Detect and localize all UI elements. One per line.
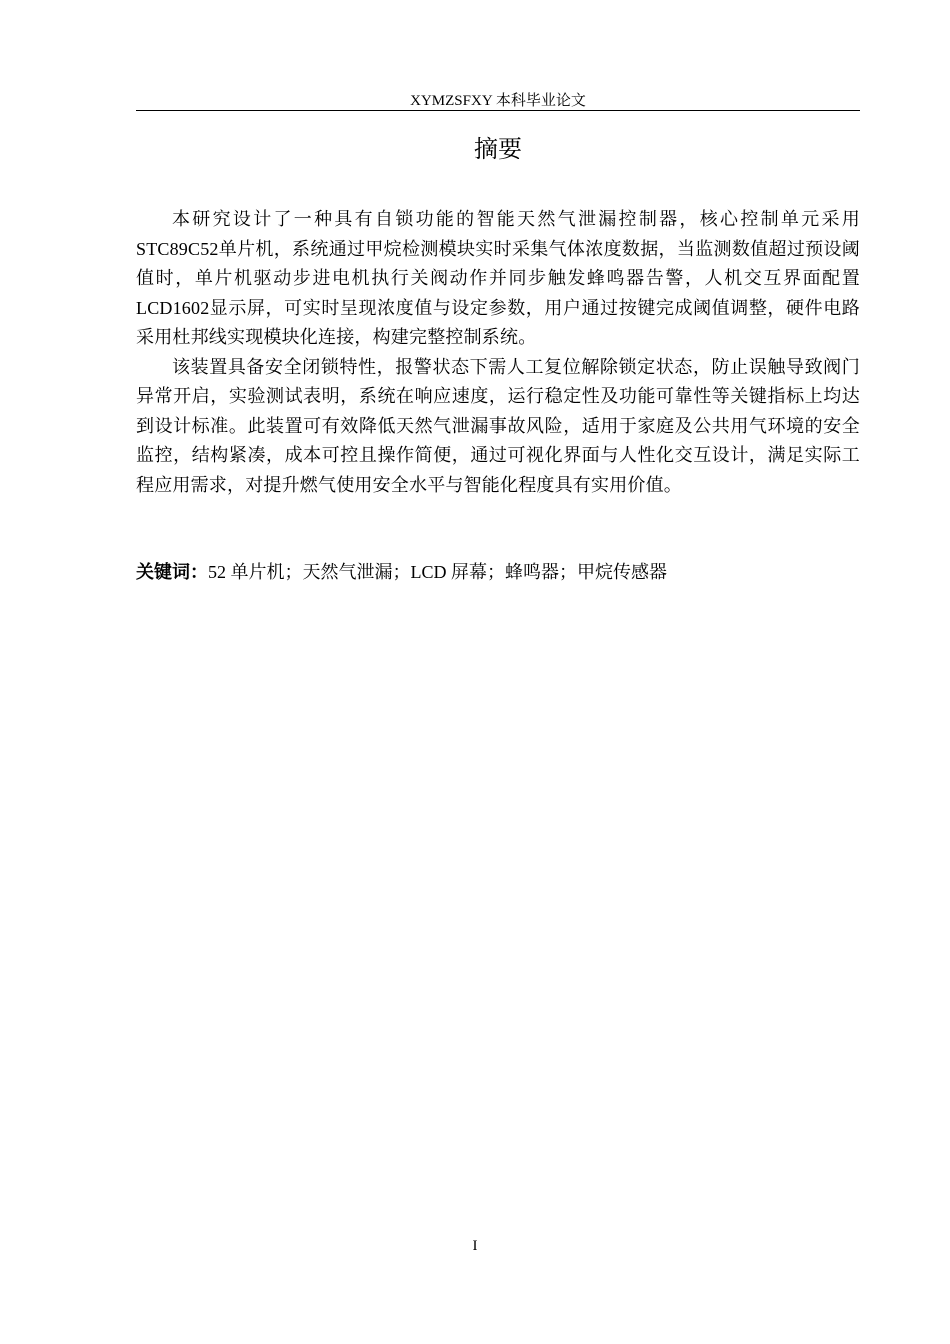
header-divider (136, 110, 860, 111)
abstract-body (136, 205, 860, 500)
keywords-label: 关键词： (136, 562, 208, 582)
page-number: I (472, 1238, 478, 1254)
keywords-text: 52 单片机；天然气泄漏；LCD 屏幕；蜂鸣器；甲烷传感器 (208, 562, 667, 582)
abstract-paragraph-1: 本研究设计了一种具有自锁功能的智能天然气泄漏控制器，核心控制单元采用STC89C52单片机，系统通过甲烷检测模块实时采集气体浓度数据，当监测数值超过预设阈值时，单片机驱动步进电机执行关阀动作并同步触发蜂鸣器告警，人机交互界面配置LCD1602显示屏，可实时呈现浓度值与设定参数，用户通过按键完成阈值调整，硬件电路采用杜邦线实现模块化连接，构建完整控制系统。 (136, 209, 860, 347)
running-header: XYMZSFXY 本科毕业论文 (410, 93, 586, 109)
abstract-paragraph-2: 该装置具备安全闭锁特性，报警状态下需人工复位解除锁定状态，防止误触导致阀门异常开启，实验测试表明，系统在响应速度，运行稳定性及功能可靠性等关键指标上均达到设计标准。此装置可有效降低天然气泄漏事故风险，适用于家庭及公共用气环境的安全监控，结构紧凑，成本可控且操作简便，通过可视化界面与人性化交互设计，满足实际工程应用需求，对提升燃气使用安全水平与智能化程度具有实用价值。 (136, 356, 860, 495)
page-title: 摘要 (474, 135, 522, 163)
keywords-line (136, 557, 860, 587)
